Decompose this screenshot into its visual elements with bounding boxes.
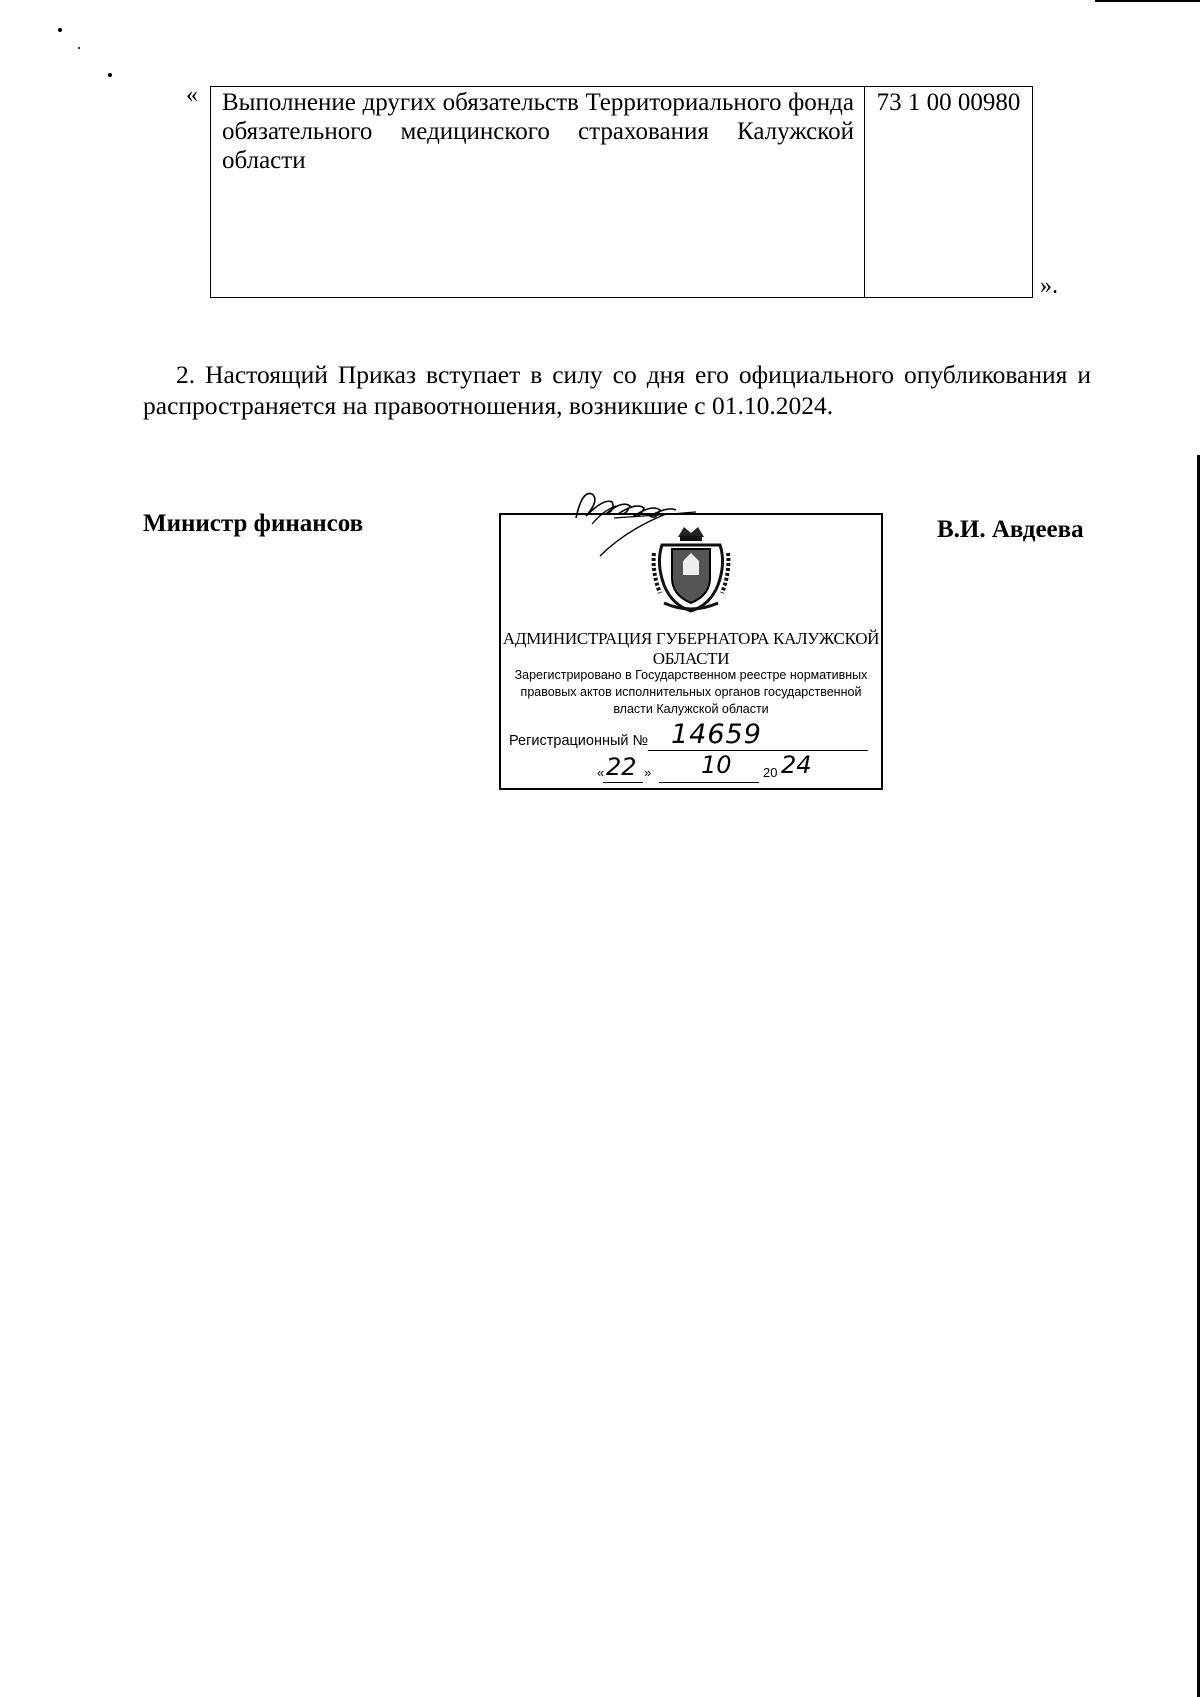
registration-date (501, 751, 885, 785)
table-close-quote: ». (1040, 273, 1058, 299)
target-code-cell: 73 1 00 00980 (865, 87, 1033, 298)
table-open-quote: « (186, 82, 198, 108)
date-close-quote: » (644, 765, 652, 780)
registration-number-handwritten: 14659 (671, 719, 762, 750)
paragraph-effective-date (143, 359, 1091, 421)
registration-number-label: Регистрационный № (509, 733, 649, 749)
signatory-name: В.И. Авдеева (937, 516, 1084, 543)
stamp-registration-text: Зарегистрировано в Государственном реестре нормативных правовых актов исполнительных органов государственной власти Калужской области (514, 668, 868, 716)
budget-classification-table (210, 86, 1033, 298)
date-year-handwritten: 24 (781, 751, 812, 779)
date-day-handwritten: 22 (606, 753, 637, 781)
table-row (211, 87, 1033, 298)
date-month-handwritten: 10 (701, 751, 732, 779)
signatory-title: Министр финансов (143, 510, 364, 537)
date-open-quote: « (597, 765, 605, 780)
expense-name-cell: Выполнение других обязательств Территориального фонда обязательного медицинского страхования Калужской области (211, 87, 865, 298)
scan-speck (78, 47, 80, 49)
date-month-line (659, 782, 759, 783)
stamp-organization: АДМИНИСТРАЦИЯ ГУБЕРНАТОРА КАЛУЖСКОЙ ОБЛАСТИ (502, 629, 880, 668)
paragraph-text: 2. Настоящий Приказ вступает в силу со дня его официального опубликования и распространяется на правоотношения, возникшие с 01.10.2024. (143, 360, 1091, 420)
scan-speck (108, 73, 112, 77)
handwritten-signature (556, 480, 716, 560)
scan-edge-top (1095, 0, 1200, 2)
scan-speck (58, 28, 62, 32)
registration-number-line (648, 750, 868, 751)
date-day-line (603, 782, 643, 783)
date-century: 20 (763, 765, 778, 780)
